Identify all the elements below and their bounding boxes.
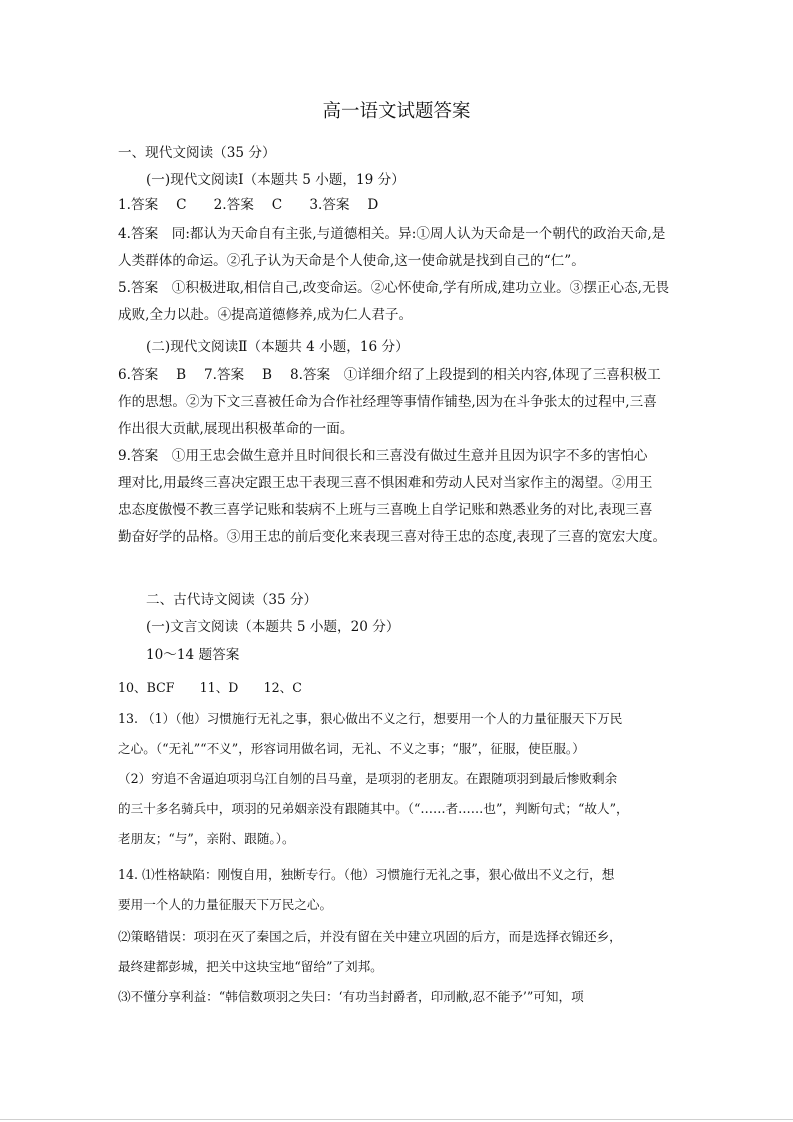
answer-14-line: 14. ⑴性格缺陷：刚愎自用，独断专行。（他）习惯施行无礼之事，狠心做出不义之行，想: [118, 867, 615, 882]
answer-9-line: 勤奋好学的品格。③用王忠的前后变化来表现三喜对待王忠的态度,表现了三喜的宽宏大度。: [118, 529, 667, 545]
answer-6-8-line: 6.答案 B 7.答案 B 8.答案 ①详细介绍了上段提到的相关内容,体现了三喜积极工: [118, 367, 661, 383]
answer-13-line: 老朋友；“与”，亲附、跟随。）。: [118, 831, 295, 846]
answer-9-line: 忠态度傲慢不教三喜学记账和装病不上班与三喜晚上自学记账和熟悉业务的对比,表现三喜: [118, 502, 653, 518]
part-2-1-heading: (一)文言文阅读（本题共 5 小题，20 分）: [146, 619, 400, 635]
page-title: 高一语文试题答案: [322, 101, 471, 122]
answer-9-line: 9.答案 ①用王忠会做生意并且时间很长和三喜没有做过生意并且因为识字不多的害怕心: [118, 448, 648, 464]
answer-13-line: 之心。（“无礼”“不义”，形容词用做名词，无礼、不义之事；“服”，征服，使臣服。）: [118, 741, 585, 756]
answer-13-line: 13. （1）（他）习惯施行无礼之事，狠心做出不义之行，想要用一个人的力量征服天下万民: [118, 711, 623, 726]
answer-5-line: 成败,全力以赴。④提高道德修养,成为仁人君子。: [118, 307, 413, 323]
answer-9-line: 理对比,用最终三喜决定跟王忠干表现三喜不惧困难和劳动人民对当家作主的渴望。②用王: [118, 475, 653, 491]
answer-13-line: 的三十多名骑兵中，项羽的兄弟姻亲没有跟随其中。（“……者……也”，判断句式；“故人”，: [118, 801, 629, 816]
section-1-heading: 一、现代文阅读（35 分）: [118, 145, 276, 161]
answer-14-line: ⑵策略错误：项羽在灭了秦国之后，并没有留在关中建立巩固的后方，而是选择衣锦还乡，: [118, 929, 622, 944]
part-1-heading: (一)现代文阅读Ⅰ（本题共 5 小题，19 分）: [146, 172, 405, 188]
answer-13-line: （2）穷追不舍逼迫项羽乌江自刎的吕马童，是项羽的老朋友。在跟随项羽到最后惨败剩余: [118, 771, 618, 786]
section-2-heading: 二、古代诗文阅读（35 分）: [146, 592, 318, 608]
answers-1-3: 1.答案 C 2.答案 C 3.答案 D: [118, 197, 379, 213]
answer-4-line: 人类群体的命运。②孔子认为天命是个人使命,这一使命就是找到自己的“仁”。: [118, 253, 585, 269]
answer-14-line: ⑶不懂分享利益：“韩信数项羽之失曰：‘有功当封爵者，印刓敝,忍不能予’”可知，项: [118, 989, 584, 1004]
answer-4-line: 4.答案 同:都认为天命自有主张,与道德相关。异:①周人认为天命是一个朝代的政治天命,是: [118, 226, 666, 242]
page-bottom-rule: [0, 1119, 793, 1120]
answer-6-8-line: 作出很大贡献,展现出积极革命的一面。: [118, 421, 354, 437]
answer-6-8-line: 作的思想。②为下文三喜被任命为合作社经理等事情作铺垫,因为在斗争张太的过程中,三喜: [118, 394, 657, 410]
answer-14-line: 要用一个人的力量征服天下万民之心。: [118, 897, 333, 912]
answers-10-12: 10、BCF 11、D 12、C: [118, 680, 302, 695]
sub-heading-10-14: 10～14 题答案: [146, 647, 240, 663]
answer-5-line: 5.答案 ①积极进取,相信自己,改变命运。②心怀使命,学有所成,建功立业。③摆正心态,无畏: [118, 280, 670, 296]
answer-14-line: 最终建都彭城，把关中这块宝地“留给”了刘邦。: [118, 959, 383, 974]
part-2-heading: (二)现代文阅读Ⅱ（本题共 4 小题，16 分）: [146, 339, 409, 355]
